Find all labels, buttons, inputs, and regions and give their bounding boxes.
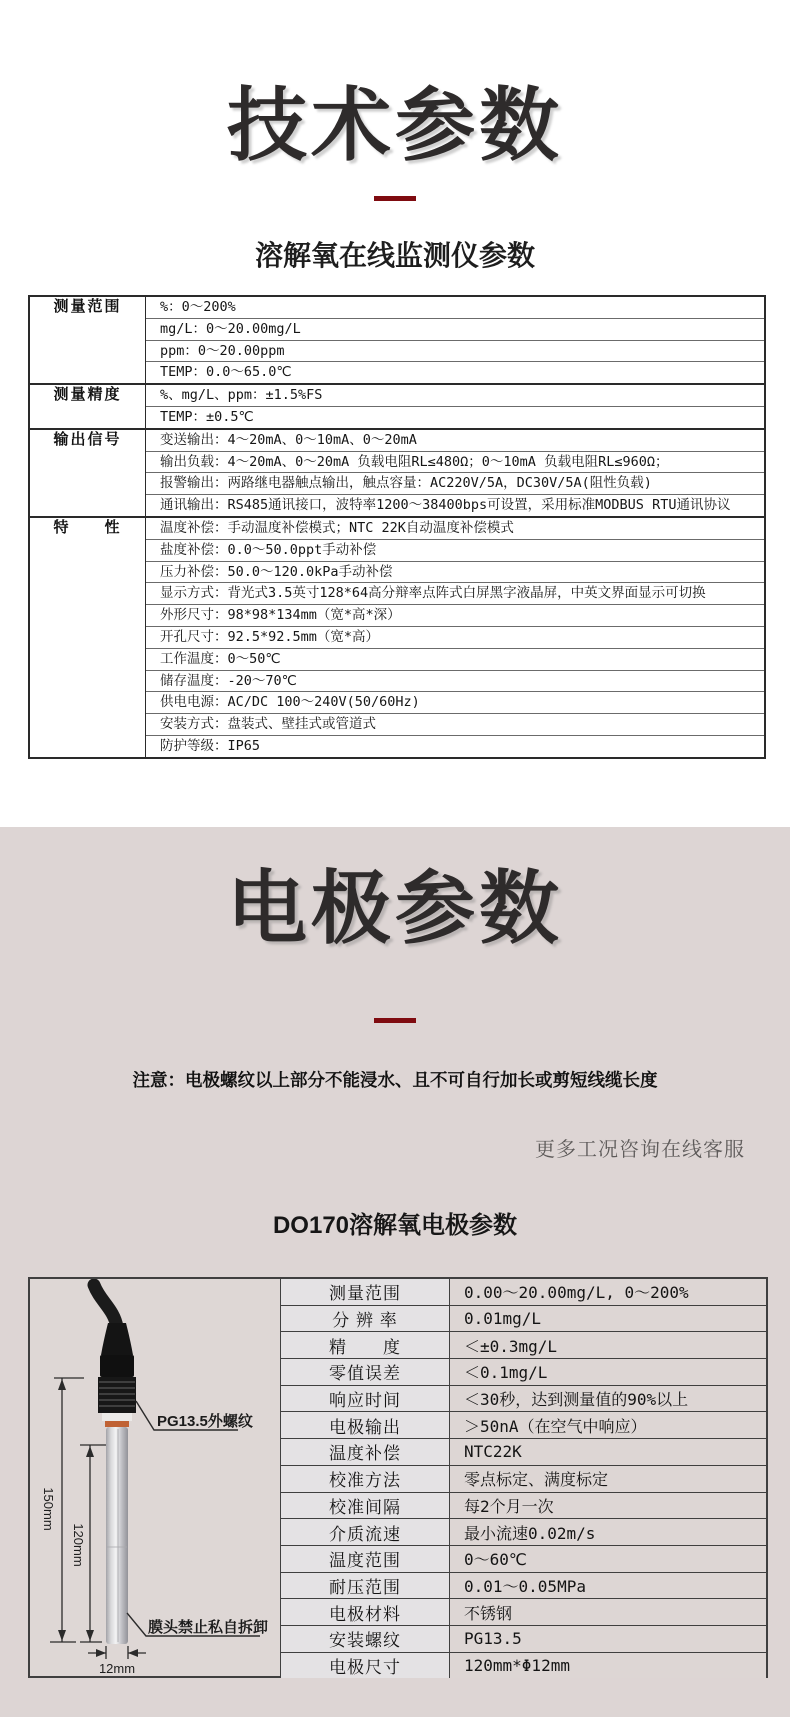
spec-row-value: %、mg/L、ppm：±1.5%FS: [146, 384, 766, 406]
electrode-param-label: 电极材料: [281, 1599, 450, 1626]
electrode-params-panel: [28, 1277, 768, 1678]
electrode-param-label: 温度范围: [281, 1545, 450, 1572]
electrode-param-value: 0.01mg/L: [450, 1305, 767, 1332]
electrode-table-title: DO170溶解氧电极参数: [272, 1212, 518, 1239]
spec-row-value: TEMP：±0.5℃: [146, 406, 766, 428]
electrode-param-label: 校准间隔: [281, 1492, 450, 1519]
spec-row-value: 报警输出：两路继电器触点输出，触点容量：AC220V/5A，DC30V/5A(阻性负载): [146, 473, 766, 495]
section2-title: 电极参数: [227, 864, 563, 953]
spec-row-value: 外形尺寸：98*98*134mm（宽*高*深）: [146, 605, 766, 627]
electrode-param-value: 0.00～20.00mg/L, 0～200%: [450, 1279, 767, 1305]
customer-service-note: 更多工况咨询在线客服: [535, 1139, 745, 1161]
dim-120-arrow-bottom: [86, 1630, 94, 1641]
spec-group-label: 测量范围: [29, 296, 146, 384]
electrode-param-value: PG13.5: [450, 1625, 767, 1652]
electrode-param-label: 校准方法: [281, 1465, 450, 1492]
electrode-table-row: [281, 1412, 766, 1439]
electrode-param-value: 0.01～0.05MPa: [450, 1572, 767, 1599]
section-technical-params: [0, 0, 790, 827]
electrode-param-value: 零点标定、满度标定: [450, 1465, 767, 1492]
spec-row-value: 储存温度：-20～70℃: [146, 670, 766, 692]
section-electrode-params: [0, 827, 790, 1717]
electrode-param-value: 每2个月一次: [450, 1492, 767, 1519]
electrode-param-value: ＜0.1mg/L: [450, 1359, 767, 1386]
dim-12-arrow-left: [96, 1649, 106, 1657]
electrode-table-row: [281, 1492, 766, 1519]
spec-row-value: ppm：0～20.00ppm: [146, 340, 766, 362]
spec-row-value: 防护等级：IP65: [146, 735, 766, 757]
electrode-table-row: [281, 1359, 766, 1386]
electrode-o-ring: [105, 1421, 129, 1427]
electrode-table-row: [281, 1385, 766, 1412]
dim-12-arrow-right: [128, 1649, 138, 1657]
electrode-param-label: 测量范围: [281, 1279, 450, 1305]
electrode-param-value: 最小流速0.02m/s: [450, 1519, 767, 1546]
electrode-table-row: [281, 1519, 766, 1546]
electrode-param-value: ＞50nA（在空气中响应）: [450, 1412, 767, 1439]
electrode-param-label: 介质流速: [281, 1519, 450, 1546]
electrode-table-row: [281, 1545, 766, 1572]
electrode-param-value: 0～60℃: [450, 1545, 767, 1572]
electrode-param-label: 精 度: [281, 1332, 450, 1359]
section1-title: 技术参数: [227, 81, 563, 170]
thread-callout-label: PG13.5外螺纹: [157, 1413, 253, 1430]
electrode-white-ring: [102, 1413, 132, 1421]
spec-row-value: 压力补偿：50.0～120.0kPa手动补偿: [146, 561, 766, 583]
spec-row-value: 温度补偿：手动温度补偿模式；NTC 22K自动温度补偿模式: [146, 517, 766, 539]
electrode-table-row: [281, 1305, 766, 1332]
electrode-params-table: [281, 1279, 766, 1678]
electrode-collar: [100, 1355, 134, 1377]
electrode-param-label: 分 辨 率: [281, 1305, 450, 1332]
electrode-param-value: ＜±0.3mg/L: [450, 1332, 767, 1359]
electrode-param-label: 响应时间: [281, 1385, 450, 1412]
dim-120-arrow-top: [86, 1446, 94, 1457]
spec-row-value: 供电电源：AC/DC 100～240V(50/60Hz): [146, 692, 766, 714]
section1-subtitle: 溶解氧在线监测仪参数: [254, 240, 535, 271]
spec-row-value: 通讯输出：RS485通讯接口，波特率1200～38400bps可设置，采用标准MODBUS RTU通讯协议: [146, 495, 766, 517]
electrode-table-row: [281, 1652, 766, 1678]
electrode-param-label: 温度补偿: [281, 1439, 450, 1466]
electrode-table-row: [281, 1599, 766, 1626]
electrode-param-label: 安装螺纹: [281, 1625, 450, 1652]
electrode-param-label: 零值误差: [281, 1359, 450, 1386]
membrane-callout-label: 膜头禁止私自拆卸: [148, 1619, 269, 1636]
dim-150-arrow-top: [58, 1379, 66, 1390]
spec-row-value: 变送输出：4～20mA、0～10mA、0～20mA: [146, 429, 766, 451]
spec-row-value: 盐度补偿：0.0～50.0ppt手动补偿: [146, 539, 766, 561]
spec-group-label: 输出信号: [29, 429, 146, 517]
spec-row-value: 显示方式：背光式3.5英寸128*64高分辩率点阵式白屏黑字液晶屏，中英文界面显示可切换: [146, 583, 766, 605]
technical-params-table: [28, 295, 766, 759]
spec-group-label: 测量精度: [29, 384, 146, 429]
electrode-table-row: [281, 1572, 766, 1599]
electrode-param-value: NTC22K: [450, 1439, 767, 1466]
dim-120-label: 120mm: [71, 1523, 86, 1567]
spec-row-value: 工作温度：0～50℃: [146, 648, 766, 670]
electrode-cable: [94, 1285, 117, 1327]
electrode-figure: [30, 1279, 279, 1678]
spec-row-value: TEMP：0.0～65.0℃: [146, 362, 766, 384]
spec-row-value: mg/L：0～20.00mg/L: [146, 318, 766, 340]
electrode-param-label: 电极尺寸: [281, 1652, 450, 1678]
electrode-param-value: 不锈钢: [450, 1599, 767, 1626]
spec-row-value: 输出负载：4～20mA、0～20mA 负载电阻RL≤480Ω；0～10mA 负载电阻RL≤960Ω；: [146, 451, 766, 473]
spec-row-value: %：0～200%: [160, 299, 236, 315]
electrode-table-row: [281, 1465, 766, 1492]
electrode-image-cell: [30, 1279, 281, 1676]
electrode-table-row: [281, 1332, 766, 1359]
electrode-shaft: [106, 1427, 128, 1644]
electrode-param-label: 耐压范围: [281, 1572, 450, 1599]
red-divider-1: [374, 196, 416, 201]
dim-150-label: 150mm: [41, 1487, 56, 1531]
spec-group-label: 特 性: [29, 517, 146, 758]
electrode-table-row: [281, 1439, 766, 1466]
electrode-param-value: 120mm*Φ12mm: [450, 1652, 767, 1678]
electrode-cable-boot: [101, 1323, 133, 1355]
electrode-param-value: ＜30秒，达到测量值的90%以上: [450, 1385, 767, 1412]
electrode-table-row: [281, 1279, 766, 1305]
electrode-table-row: [281, 1625, 766, 1652]
red-divider-2: [374, 1018, 416, 1023]
electrode-param-label: 电极输出: [281, 1412, 450, 1439]
electrode-notice: 注意：电极螺纹以上部分不能浸水、且不可自行加长或剪短线缆长度: [132, 1070, 658, 1090]
dim-12-label: 12mm: [98, 1661, 136, 1676]
spec-row-value: 开孔尺寸：92.5*92.5mm（宽*高）: [146, 626, 766, 648]
dim-150-arrow-bottom: [58, 1630, 66, 1641]
spec-row-value: 安装方式：盘装式、壁挂式或管道式: [146, 714, 766, 736]
